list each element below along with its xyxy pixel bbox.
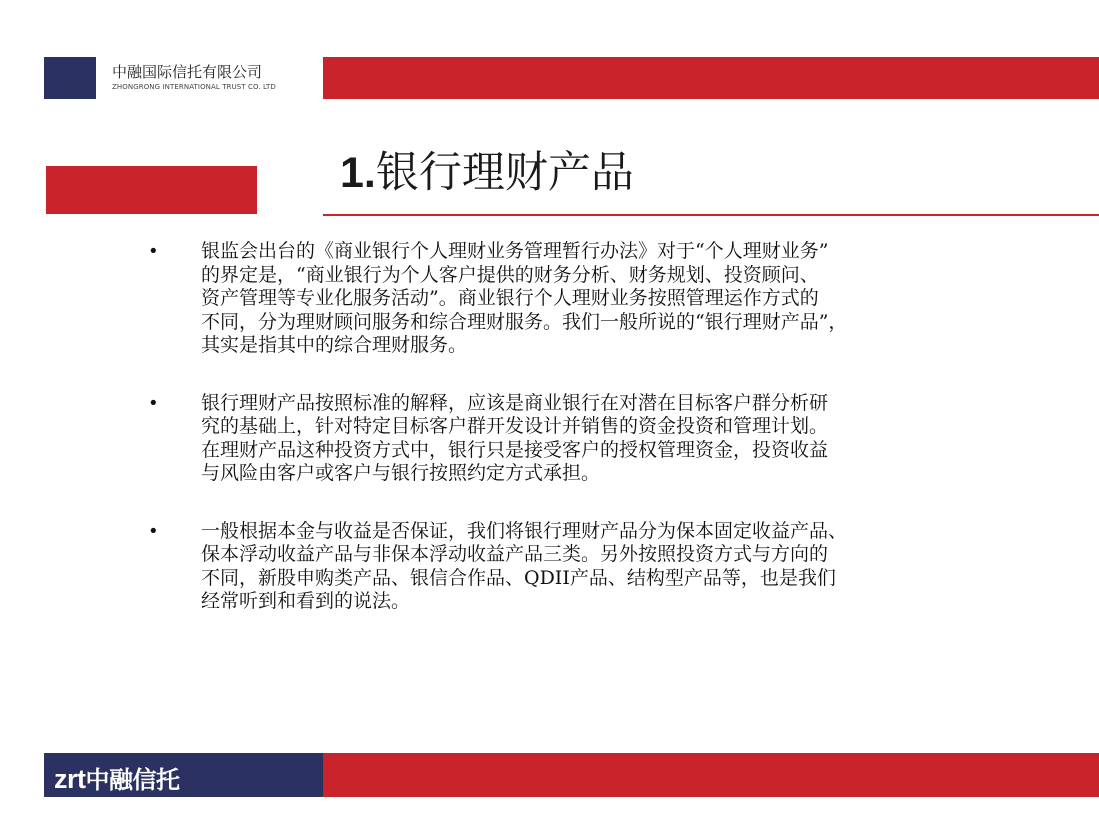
footer-logo-cn: 中融信托 — [85, 766, 180, 794]
title-accent-block — [46, 166, 257, 214]
bullet-dot: • — [150, 241, 157, 262]
bullet-text: 一般根据本金与收益是否保证，我们将银行理财产品分为保本固定收益产品、 保本浮动收益产品与非保本浮动收益产品三类。另外按照投资方式与方向的 不同，新股申购类产品、银信合作品、QDII产品、结构型产品等，也是我们 经常听到和看到的说法。 — [201, 519, 848, 612]
footer-logo-latin: zrt — [54, 764, 86, 794]
bullet-list — [150, 240, 1010, 648]
bullet-dot: • — [150, 392, 157, 414]
bullet-item — [150, 520, 1010, 614]
slide-title-text: 银行理财产品 — [375, 148, 634, 198]
footer-red-bar — [323, 753, 1099, 797]
bullet-text: 银行理财产品按照标准的解释，应该是商业银行在对潜在目标客户群分析研 究的基础上，针对特定目标客户群开发设计并销售的资金投资和管理计划。 在理财产品这种投资方式中，银行只是接受客户的授权管理资金，投资收益 与风险由客户或客户与银行按照约定方式承担。 — [201, 391, 829, 484]
header-logo-block — [44, 57, 96, 99]
title-underline — [323, 214, 1099, 216]
bullet-item — [150, 392, 1010, 486]
company-name-en: ZHONGRONG INTERNATIONAL TRUST CO. LTD — [112, 83, 276, 91]
header-red-bar — [323, 57, 1099, 99]
company-name-cn: 中融国际信托有限公司 — [112, 63, 263, 81]
bullet-item — [150, 240, 1010, 358]
slide-title-number: 1. — [340, 149, 376, 197]
bullet-text: 银监会出台的《商业银行个人理财业务管理暂行办法》对于“个人理财业务” 的界定是，“商业银行为个人客户提供的财务分析、财务规划、投资顾问、 资产管理等专业化服务活动”。商业银行个人理财业务按照管理运作方式的 不同，分为理财顾问服务和综合理财服务。我们一般所说的“银行理财产品”， 其实是指其中的综合理财服务。 — [201, 240, 848, 356]
slide-title — [340, 139, 634, 200]
bullet-dot: • — [150, 520, 157, 542]
footer-logo — [54, 760, 180, 795]
